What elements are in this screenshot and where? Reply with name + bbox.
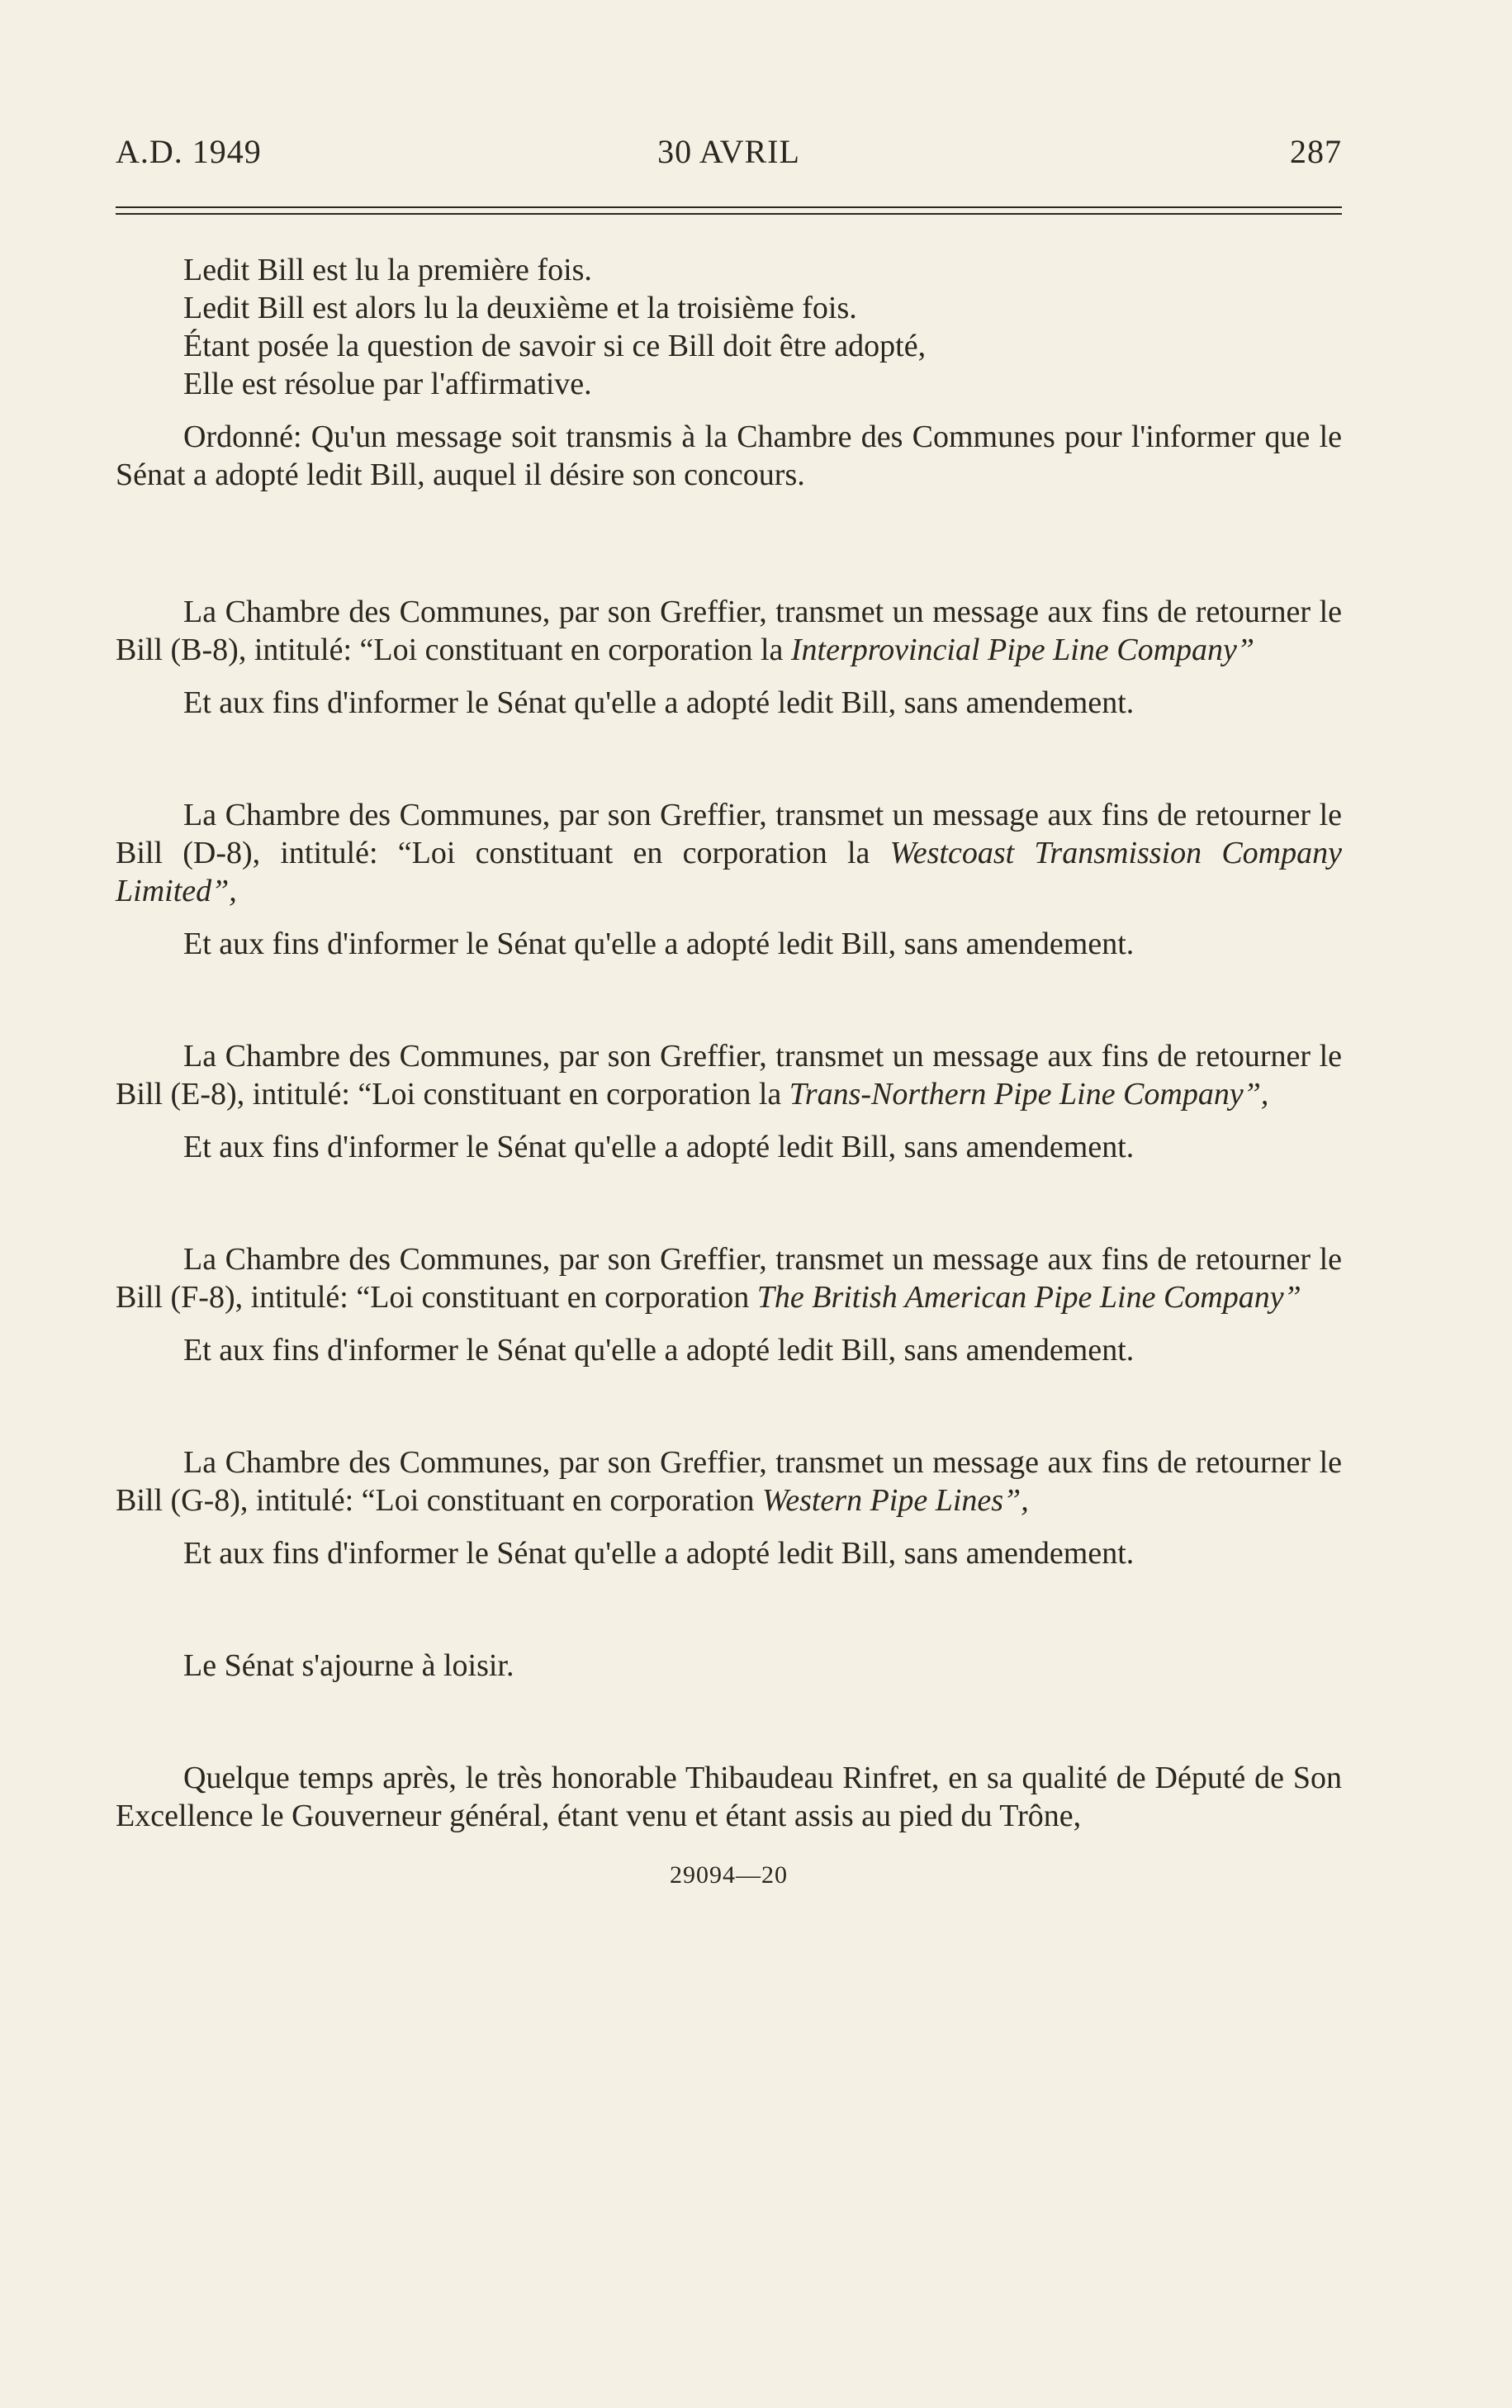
document-page xyxy=(116,132,1342,1889)
closing-paragraph: Quelque temps après, le très honorable Thibaudeau Rinfret, en sa qualité de Député de Son Excellence le Gouverneur général, étant venu et étant assis au pied du Trône, xyxy=(116,1761,1342,1833)
header-year: A.D. 1949 xyxy=(116,133,262,170)
message-g8: La Chambre des Communes, par son Greffier, transmet un message aux fins de retourner le Bill (G-8), intitulé: “Loi constituant en corporation Western Pipe Lines”, xyxy=(116,1445,1342,1518)
order-paragraph: Ordonné: Qu'un message soit transmis à la Chambre des Communes pour l'informer que le Sénat a adopté ledit Bill, auquel il désire son concours. xyxy=(116,420,1342,492)
message-b8-conclusion: Et aux fins d'informer le Sénat qu'elle a adopté ledit Bill, sans amendement. xyxy=(183,685,1135,720)
intro-line-1: Ledit Bill est lu la première fois. xyxy=(183,253,592,287)
header-date: 30 AVRIL xyxy=(657,133,800,170)
message-d8: La Chambre des Communes, par son Greffier, transmet un message aux fins de retourner le Bill (D-8), intitulé: “Loi constituant en corporation la Westcoast Transmission Company Limited”, xyxy=(116,798,1342,908)
page-header xyxy=(116,132,1342,182)
message-f8: La Chambre des Communes, par son Greffier, transmet un message aux fins de retourner le Bill (F-8), intitulé: “Loi constituant en corporation The British American Pipe Line Company” xyxy=(116,1242,1342,1315)
intro-line-4: Elle est résolue par l'affirmative. xyxy=(183,367,592,401)
adjournment-line: Le Sénat s'ajourne à loisir. xyxy=(183,1648,514,1683)
message-d8-conclusion: Et aux fins d'informer le Sénat qu'elle a adopté ledit Bill, sans amendement. xyxy=(183,927,1135,961)
message-e8: La Chambre des Communes, par son Greffier, transmet un message aux fins de retourner le Bill (E-8), intitulé: “Loi constituant en corporation la Trans-Northern Pipe Line Company”, xyxy=(116,1039,1342,1112)
print-code: 29094—20 xyxy=(670,1861,788,1889)
page-number: 287 xyxy=(1289,133,1342,170)
intro-line-2: Ledit Bill est alors lu la deuxième et la troisième fois. xyxy=(183,291,857,325)
journal-body xyxy=(116,251,1342,1835)
header-double-rule xyxy=(116,206,1342,215)
intro-line-3: Étant posée la question de savoir si ce Bill doit être adopté, xyxy=(183,329,927,363)
message-f8-conclusion: Et aux fins d'informer le Sénat qu'elle a adopté ledit Bill, sans amendement. xyxy=(183,1333,1135,1368)
message-g8-conclusion: Et aux fins d'informer le Sénat qu'elle a adopté ledit Bill, sans amendement. xyxy=(183,1536,1135,1571)
message-e8-conclusion: Et aux fins d'informer le Sénat qu'elle a adopté ledit Bill, sans amendement. xyxy=(183,1130,1135,1164)
message-b8: La Chambre des Communes, par son Greffier, transmet un message aux fins de retourner le Bill (B-8), intitulé: “Loi constituant en corporation la Interprovincial Pipe Line Company” xyxy=(116,595,1342,667)
